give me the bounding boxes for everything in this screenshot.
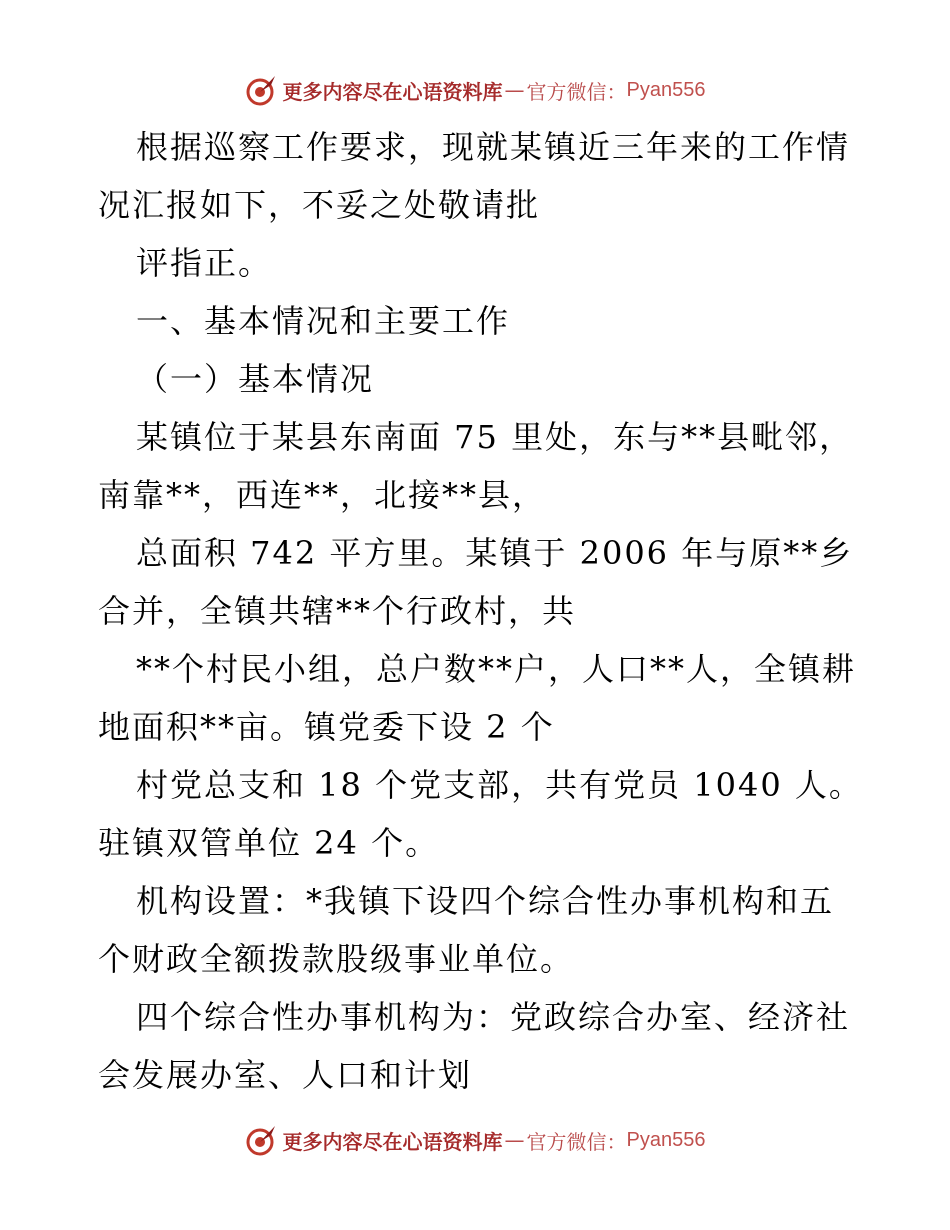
paragraph-line: 驻镇双管单位 24 个。 [98, 824, 440, 862]
watermark-id: Pyan556 [626, 1128, 706, 1151]
paragraph-line: 合并，全镇共辖**个行政村，共 [98, 592, 577, 630]
paragraph-line: 根据巡察工作要求，现就某镇近三年来的工作情 [136, 128, 851, 166]
paragraph-line: 机构设置：*我镇下设四个综合性办事机构和五 [136, 882, 835, 920]
watermark-label: 官方微信： [526, 79, 627, 104]
paragraph-line: 南靠**，西连**，北接**县， [98, 476, 547, 514]
paragraph-line: 地面积**亩。镇党委下设 2 个 [98, 708, 555, 746]
watermark-dash: — [504, 1128, 525, 1152]
paragraph-line: 某镇位于某县东南面 75 里处，东与**县毗邻， [136, 418, 854, 456]
paragraph-line: 况汇报如下，不妥之处敬请批 [98, 186, 541, 224]
quill-logo-icon [245, 1123, 279, 1157]
paragraph-line: 评指正。 [136, 244, 273, 282]
paragraph-line: **个村民小组，总户数**户，人口**人，全镇耕 [136, 650, 857, 688]
watermark-text: 更多内容尽在心语资料库 [282, 79, 503, 104]
footer-watermark [0, 1120, 950, 1160]
quill-logo-icon [245, 73, 279, 107]
document-body [98, 118, 863, 1104]
paragraph-line: 四个综合性办事机构为：党政综合办室、经济社 [136, 998, 851, 1036]
watermark-id: Pyan556 [626, 78, 706, 101]
watermark-text: 更多内容尽在心语资料库 [282, 1129, 503, 1154]
watermark-dash: — [504, 78, 525, 102]
paragraph-line: 村党总支和 18 个党支部，共有党员 1040 人。 [136, 766, 863, 804]
header-watermark [0, 70, 950, 110]
watermark-label: 官方微信： [526, 1129, 627, 1154]
paragraph-line: 总面积 742 平方里。某镇于 2006 年与原**乡 [136, 534, 854, 572]
paragraph-line: 个财政全额拨款股级事业单位。 [98, 940, 575, 978]
paragraph-line: 会发展办室、人口和计划 [98, 1056, 473, 1094]
subsection-heading: （一）基本情况 [136, 360, 375, 398]
section-heading: 一、基本情况和主要工作 [136, 302, 511, 340]
